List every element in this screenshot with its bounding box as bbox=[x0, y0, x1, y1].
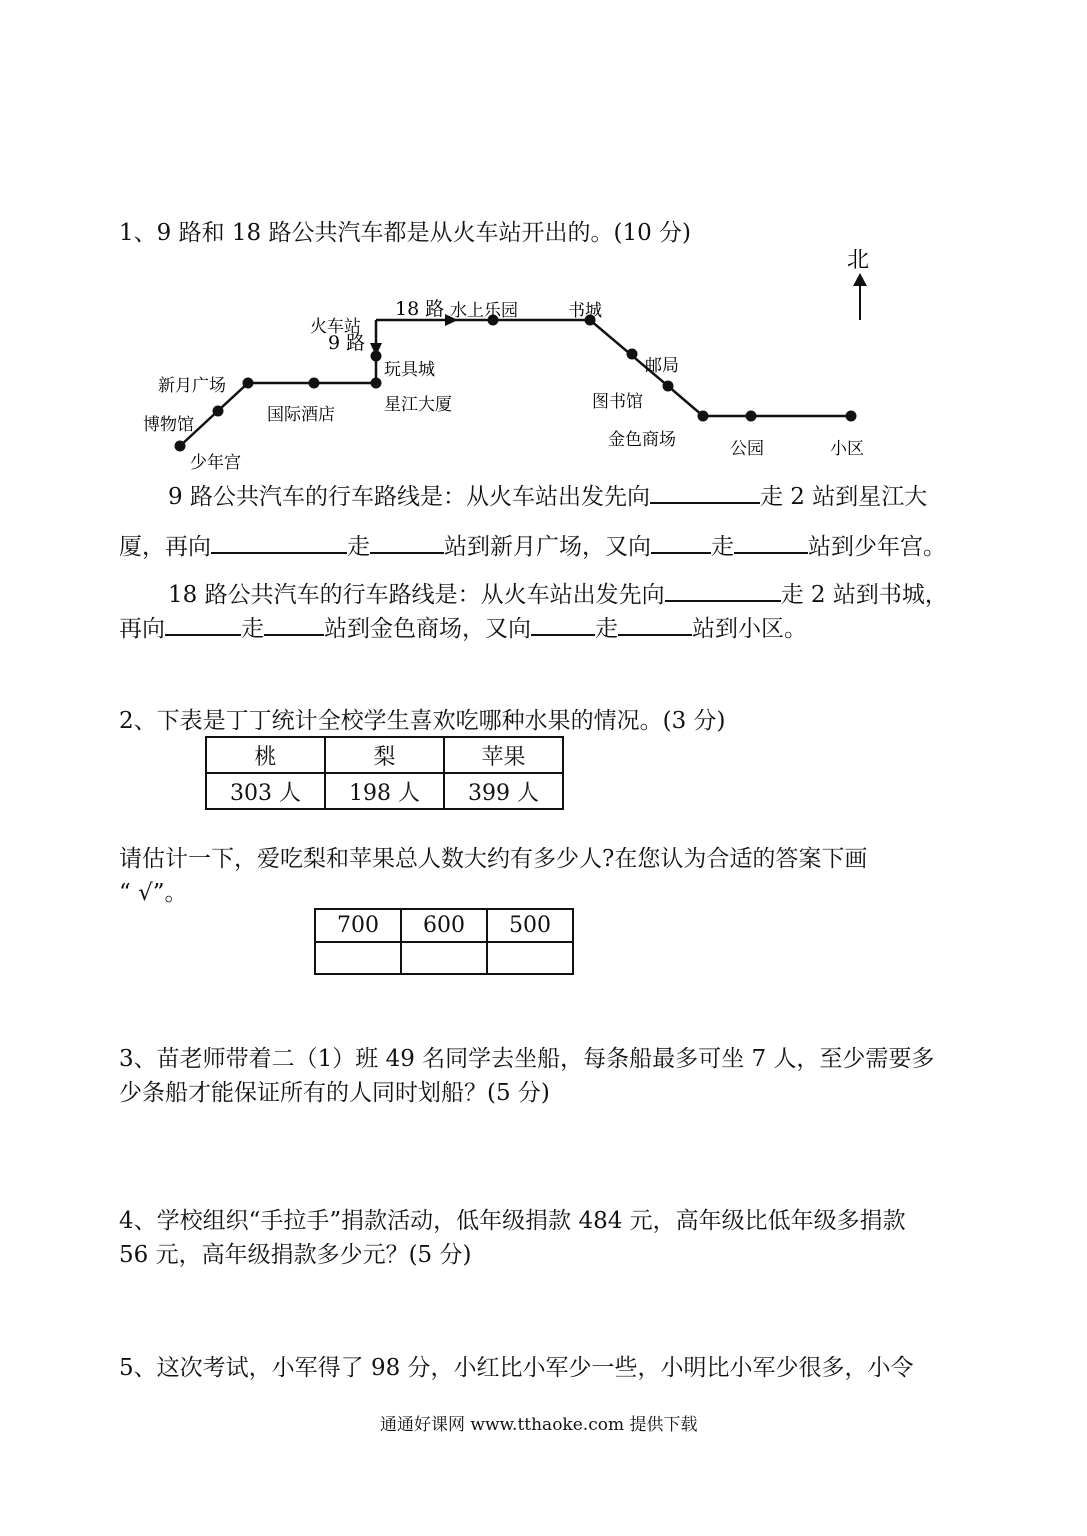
check-cell[interactable] bbox=[401, 942, 487, 974]
station-dot bbox=[243, 378, 254, 389]
route-18-text: 站到金色商场，又向 bbox=[324, 616, 531, 642]
check-cell[interactable] bbox=[487, 942, 573, 974]
answer-blank[interactable] bbox=[665, 578, 781, 602]
route-9-text: 站到少年宫。 bbox=[808, 534, 946, 560]
route-9-text: 走 2 站到星江大 bbox=[759, 484, 928, 510]
route-18-text: 走 bbox=[595, 616, 618, 642]
route-18-text: 走 bbox=[241, 616, 264, 642]
fruit-table bbox=[205, 736, 564, 810]
station-label: 公园 bbox=[730, 439, 764, 459]
station-label: 金色商场 bbox=[608, 430, 676, 450]
estimate-option: 700 bbox=[315, 909, 401, 942]
station-label: 图书馆 bbox=[592, 392, 643, 412]
q2-title: 2、下表是丁丁统计全校学生喜欢吃哪种水果的情况。(3 分) bbox=[119, 708, 726, 734]
route-9-text: 厦，再向 bbox=[119, 534, 211, 560]
route-18-text: 走 2 站到书城， bbox=[780, 582, 948, 608]
fruit-count: 399 人 bbox=[444, 773, 563, 809]
route-18-line-1 bbox=[168, 576, 948, 609]
station-dot bbox=[746, 411, 757, 422]
answer-blank[interactable] bbox=[734, 530, 808, 554]
fruit-header: 苹果 bbox=[444, 737, 563, 773]
station-dot bbox=[371, 351, 382, 362]
station-dot bbox=[663, 381, 674, 392]
station-dot bbox=[309, 378, 320, 389]
q2-prompt-line-2: “ √”。 bbox=[119, 880, 188, 906]
q5-line-1: 5、这次考试，小军得了 98 分，小红比小军少一些，小明比小军少很多，小令 bbox=[119, 1355, 914, 1381]
estimate-option: 600 bbox=[401, 909, 487, 942]
station-label: 国际酒店 bbox=[267, 405, 335, 425]
route-9-text: 站到新月广场，又向 bbox=[444, 534, 651, 560]
station-label: 小区 bbox=[830, 439, 864, 459]
station-label: 书城 bbox=[568, 301, 602, 321]
station-dot bbox=[371, 378, 382, 389]
fruit-header: 梨 bbox=[325, 737, 444, 773]
station-label: 玩具城 bbox=[384, 360, 435, 380]
bus-route-map bbox=[0, 240, 1087, 470]
answer-blank[interactable] bbox=[165, 612, 241, 636]
station-label: 博物馆 bbox=[143, 415, 194, 435]
q4-line-1: 4、学校组织“手拉手”捐款活动，低年级捐款 484 元，高年级比低年级多捐款 bbox=[119, 1208, 906, 1234]
answer-blank[interactable] bbox=[370, 530, 444, 554]
station-dot bbox=[175, 441, 186, 452]
route-9-line-2 bbox=[119, 528, 946, 561]
q4-line-2: 56 元，高年级捐款多少元？(5 分) bbox=[119, 1242, 472, 1268]
footer-credit: 通通好课网 www.tthaoke.com 提供下载 bbox=[380, 1415, 698, 1435]
fruit-count: 198 人 bbox=[325, 773, 444, 809]
q3-line-2: 少条船才能保证所有的人同时划船？(5 分) bbox=[119, 1080, 550, 1106]
answer-blank[interactable] bbox=[211, 530, 347, 554]
route-9-text: 走 bbox=[711, 534, 734, 560]
answer-blank[interactable] bbox=[531, 612, 595, 636]
answer-blank[interactable] bbox=[651, 530, 711, 554]
route-18-text: 站到小区。 bbox=[692, 616, 807, 642]
station-label: 星江大厦 bbox=[384, 395, 452, 415]
fruit-header: 桃 bbox=[206, 737, 325, 773]
answer-blank[interactable] bbox=[618, 612, 692, 636]
station-label: 邮局 bbox=[645, 356, 679, 376]
station-label: 少年宫 bbox=[190, 453, 241, 470]
route-18-text: 18 路公共汽车的行车路线是：从火车站出发先向 bbox=[168, 582, 665, 608]
route-9-line-1 bbox=[168, 478, 927, 511]
route-18-label: 18 路 bbox=[395, 298, 445, 320]
q3-line-1: 3、苗老师带着二（1）班 49 名同学去坐船，每条船最多可坐 7 人，至少需要多 bbox=[119, 1046, 935, 1072]
q2-prompt-line-1: 请估计一下，爱吃梨和苹果总人数大约有多少人?在您认为合适的答案下画 bbox=[119, 846, 868, 872]
north-arrow-icon bbox=[853, 273, 867, 286]
q1-title: 1、9 路和 18 路公共汽车都是从火车站开出的。(10 分) bbox=[119, 220, 691, 246]
route-9-text: 9 路公共汽车的行车路线是：从火车站出发先向 bbox=[168, 484, 650, 510]
route-9-label: 9 路 bbox=[328, 332, 366, 354]
north-label: 北 bbox=[847, 248, 870, 273]
check-cell[interactable] bbox=[315, 942, 401, 974]
estimate-option: 500 bbox=[487, 909, 573, 942]
station-label: 火车站 bbox=[310, 317, 361, 337]
station-dot bbox=[627, 349, 638, 360]
station-label: 新月广场 bbox=[158, 376, 226, 396]
answer-blank[interactable] bbox=[650, 480, 760, 504]
fruit-count: 303 人 bbox=[206, 773, 325, 809]
route-18-text: 再向 bbox=[119, 616, 165, 642]
route-9-text: 走 bbox=[347, 534, 370, 560]
station-dot bbox=[213, 406, 224, 417]
route-18-line-2 bbox=[119, 610, 807, 643]
station-label: 水上乐园 bbox=[450, 301, 518, 321]
station-dot bbox=[846, 411, 857, 422]
estimate-table bbox=[314, 908, 574, 975]
station-dot bbox=[698, 411, 709, 422]
answer-blank[interactable] bbox=[264, 612, 324, 636]
